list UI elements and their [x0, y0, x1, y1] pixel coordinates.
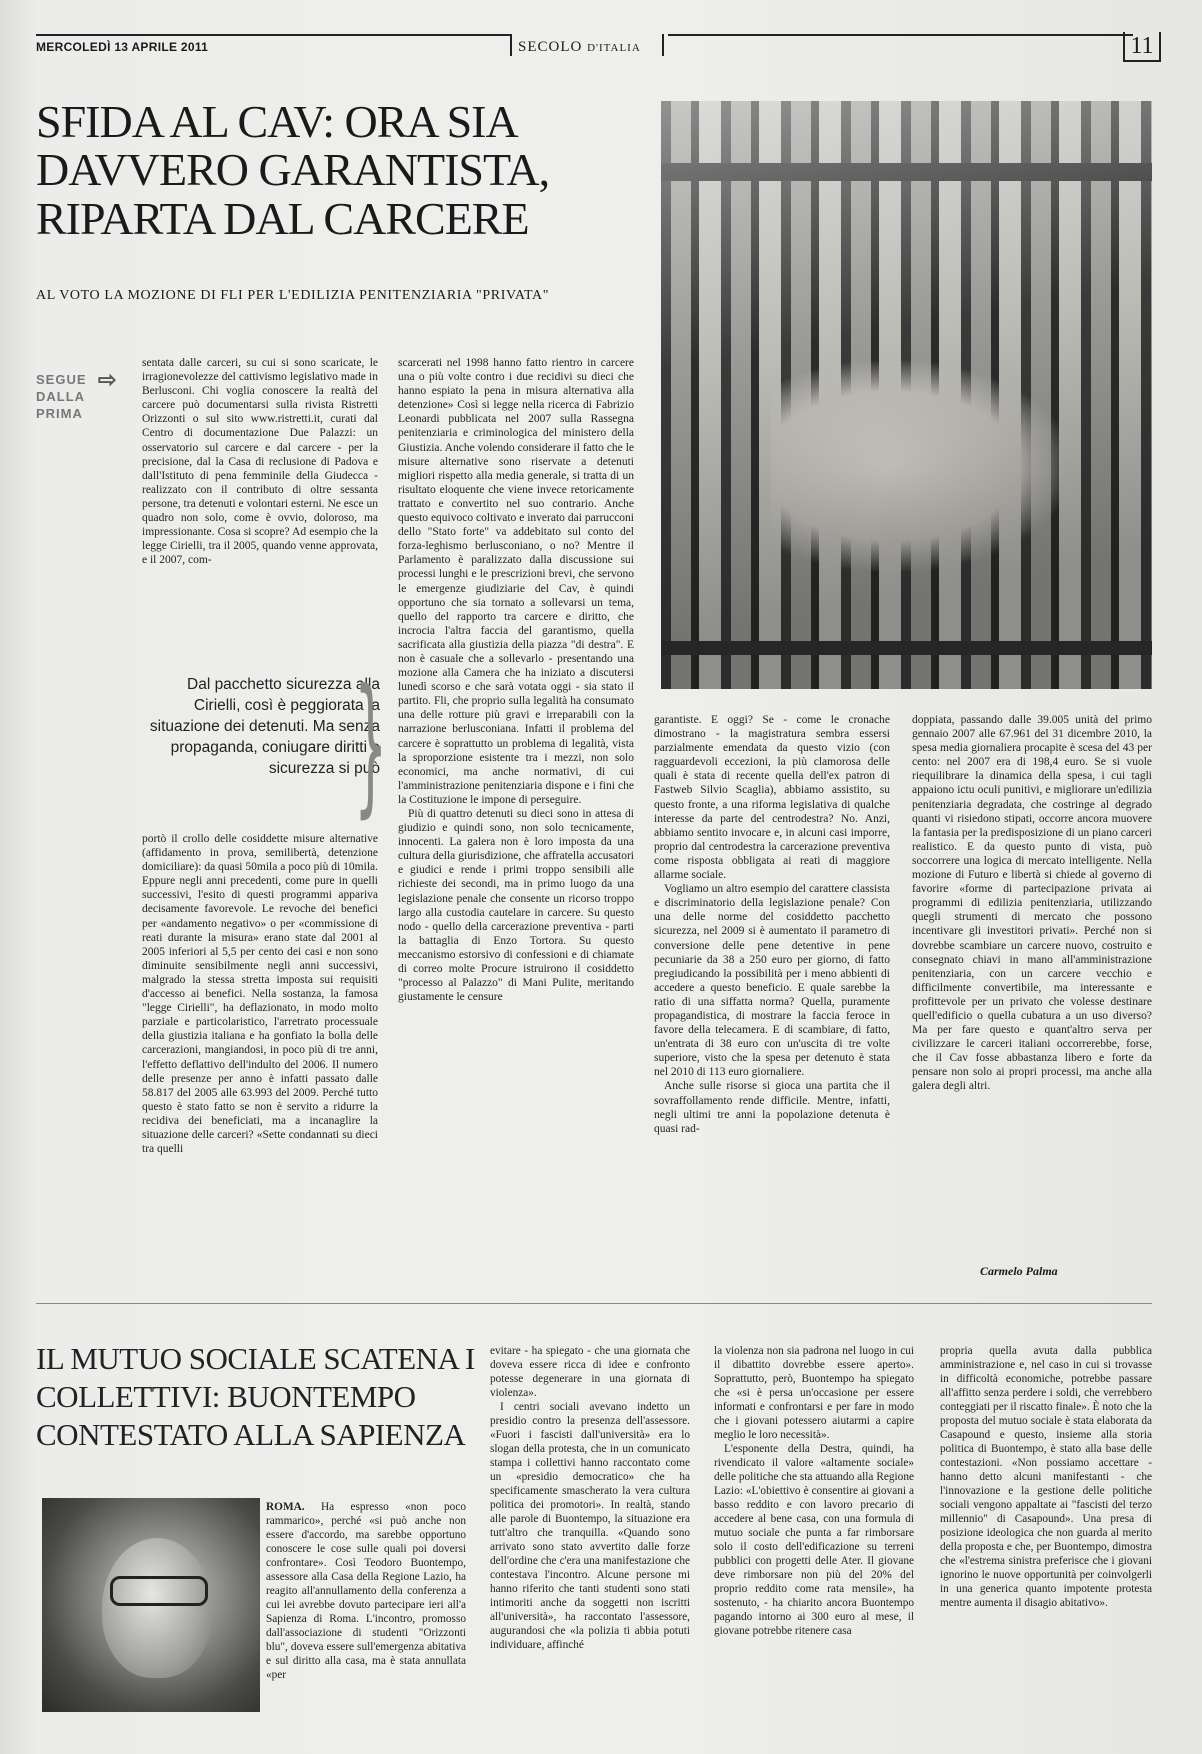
article-column-1a — [142, 356, 378, 638]
article-column-1b — [142, 832, 378, 1282]
pull-quote-text: Dal pacchetto sicurezza alla Cirielli, così è peggiorata la situazione dei detenuti. Ma senza propaganda, coniugare diritti e sicurezza si può — [149, 676, 380, 777]
page-number: 11 — [1123, 32, 1161, 62]
buontempo-portrait-photo — [42, 1498, 260, 1712]
header-divider — [662, 34, 664, 56]
article-separator — [36, 1303, 1152, 1304]
photo-shading — [661, 101, 1152, 689]
newspaper-name: SECOLO D'ITALIA — [518, 39, 641, 55]
article-column-3 — [654, 713, 890, 1283]
paragraph: L'esponente della Destra, quindi, ha rivendicato il valore «altamente sociale» delle politiche che sta attuando alla Regione Lazio: «L'obiettivo è consentire ai giovani a basso reddito e con lavoro precario di accedere al bene casa, con una formula di mutuo sociale che punta a far rimborsare solo il costo dell'edificazione su terreni pubblici con progetti delle Ater. Il giovane deve rimborsare non più del 20% del proprio reddito come rata mensile», ha sostenuto, - ha chiarito ancora Buontempo pagando intorno ai 300 euro al mese, il giovane potrebbe ritenere casa — [714, 1443, 914, 1637]
paragraph: Anche sulle risorse si gioca una partita che il sovraffollamento rende difficile. Mentre, infatti, negli ultimi tre anni la popolazione detenuta è quasi rad- — [654, 1080, 890, 1135]
header-rule-right — [668, 34, 1133, 36]
paragraph: sentata dalle carceri, su cui si sono scaricate, le irragionevolezze del cattivismo legislativo made in Berlusconi. Chi voglia conoscere la realtà del carcere può documentarsi sulla rivista Ristretti Orizzonti o sul sito www.ristretti.it, curati dal Centro di documentazione Due Palazzi: un osservatorio sul carcere e dal carcere - per la precisione, dal la Casa di reclusione di Padova e dall'Istituto di pena femminile della Giudecca - realizzato con il contributo di oltre sessanta persone, tra detenuti e volontari esterni. Ne esce un quadro non solo, come è ovvio, doloroso, ma impressionante. Cosa si scopre? Ad esempio che la legge Cirielli, tra il 2005, quando venne approvata, e il 2007, com- — [142, 357, 378, 567]
portrait-face — [102, 1538, 212, 1678]
header-rule-left — [36, 34, 510, 36]
article2-column-3 — [714, 1344, 914, 1742]
paragraph: evitare - ha spiegato - che una giornata che doveva essere ricca di idee e confronto potesse degenerare in una giornata di violenza». — [490, 1345, 690, 1399]
paragraph — [266, 1500, 466, 1682]
paragraph: la violenza non sia padrona nel luogo in cui il dibattito dovrebbe essere aperto». Soprattutto, però, Buontempo ha spiegato che «si è persa un'occasione per essere informati e confrontarsi e per fare in modo che i giovani potessero aiutarmi a capire meglio le loro necessità». — [714, 1345, 914, 1441]
paragraph: I centri sociali avevano indetto un presidio contro la presenza dell'assessore. «Fuori i fascisti dall'università» era lo slogan della protesta, che in un comunicato stampa i collettivi hanno raccontato come un «presidio democratico» che ha specificamente smascherato la vera cultura politica dei promotori». In realtà, stando alle parole di Buontempo, la situazione era tutt'altro che tranquilla. «Quando sono arrivato sono stato avvertito dalle forze dell'ordine che c'era una manifestazione che contestava l'incontro. Alcune persone mi hanno riferito che tanti studenti sono stati intimoriti anche da soggetti non iscritti all'università», ha raccontato l'assessore, augurandosi che «la polizia ti abbia potuti individuare, affinché — [490, 1401, 690, 1651]
paragraph: Vogliamo un altro esempio del carattere classista e discriminatorio della legislazione penale? Con una delle norme del cosiddetto pacchetto sicurezza, nel 2009 si è aumentato il parametro di conversione delle pene detentive in pene pecuniarie da 38 a 250 euro per giorno, di fatto pregiudicando la possibilità per i meno abbienti di accedere a questo beneficio. E quale sarebbe la ratio di una siffatta norma? Quella, puramente propagandistica, di mostrare la faccia feroce in favore della telecamera. E di scambiare, di fatto, un'entrata di 38 euro con un'uscita di tre volte superiore, visto che la spesa per detenuto è stata nel 2010 di 113 euro giornaliere. — [654, 883, 890, 1079]
issue-date: MERCOLEDÌ 13 APRILE 2011 — [36, 40, 209, 54]
paragraph: propria quella avuta dalla pubblica amministrazione e, nel caso in cui si trovasse in difficoltà economiche, potrebbe passare all'affitto senza perdere i soldi, che verrebbero conteggiati per il riscatto finale». È noto che la proposta del mutuo sociale è stata elaborata da Casapound e questo, insieme alla storia politica di Buontempo, è stato alla base delle contestazioni. «Non possiamo accettare - hanno detto alcuni manifestanti - che l'innovazione e la gestione delle politiche sociali vengono appaltate ai "fascisti del terzo millennio" di Casapound». Una presa di posizione ideologica che non guarda al merito della proposta e che, per Buontempo, dimostra che «l'estrema sinistra preferisce che i giovani ignorino le nuove opportunità per coinvolgerli in una generica quanto impotente protesta mentre aumenta il disagio abitativo». — [940, 1345, 1152, 1609]
paragraph-text: Ha espresso «non poco rammarico», perché «si può anche non essere d'accordo, ma sarebbe opportuno conoscere le cose sulle quali poi doversi confrontare». Così Teodoro Buontempo, assessore alla Casa della Regione Lazio, ha reagito all'annullamento della conferenza a cui lei avrebbe dovuto partecipare ieri all'a Sapienza di Roma. L'incontro, promosso dall'associazione di studenti "Orizzonti blu", doveva essere sull'emergenza abitativa e sul diritto alla casa, ma è stata annullata «per — [266, 1501, 466, 1681]
paragraph: doppiata, passando dalle 39.005 unità del primo gennaio 2007 alle 67.961 del 31 dicembre 2010, la spesa media giornaliera procapite è scesa del 43 per cento: nel 2007 era di 198,4 euro. Se si vuole riequilibrare la dinamica della spesa, i cui tagli appaiono ictu oculi punitivi, e migliorare un'edilizia penitenziaria degradata, che costringe al degrado quanti vi risiedono stipati, occorre ancora muovere la fantasia per la predisposizione di un piano carceri realistico. E da questo punto di vista, può soccorrere una logica di mercato intelligente. Nella mozione di Futuro e libertà si chiede al governo di favorire «forme di partecipazione privata ai programmi di edilizia penitenziaria, utilizzando quegli strumenti di mercato che possono incentivare gli investitori privati». Perché non si dovrebbe scambiare un carcere nuovo, costruito e consegnato chiavi in mano all'amministrazione penitenziaria, con un carcere vecchio e difficilmente convertibile, ma interessante e profittevole per un privato che volesse destinare quell'edificio o quella cubatura a un uso diverso? Ma per fare questo e quant'altro serva per civilizzare le carceri italiani occorrerebbe, forse, che il Cav fosse abbastanza libero e forte da pensare non solo ai propri processi, ma anche alla galera degli altri. — [912, 714, 1152, 1093]
article-column-2 — [398, 356, 634, 1281]
article2-column-1 — [266, 1500, 466, 1740]
page-header — [36, 34, 1161, 62]
continued-from-front-label — [36, 367, 118, 423]
paragraph: scarcerati nel 1998 hanno fatto rientro in carcere una o più volte contro i due recidivi su dieci che hanno espiato la pena in misura alternativa alla detenzione» Così si legge nella ricerca di Fabrizio Leonardi pubblicata nel 2007 sulla Rassegna penitenziaria e criminologica del ministero della Giustizia. Anche volendo considerare il fatto che le misure alternative sono riservate a detenuti migliori rispetto alla media generale, si tratta di un risultato eloquente che viene invece retoricamente trattato e convertito nel suo contrario. Anche questo equivoco coltivato e inverato dai parrucconi dello "Stato forte" va addebitato sul conto del forza-leghismo berlusconiano, o no? Mentre il Parlamento è paralizzato dalla discussione sui processi lunghi e le prescrizioni brevi, che servono le emergenze giudiziarie del Cav, è quindi opportuno che sia tornato a sollevarsi un tema, quello del rapporto tra carcere e diritto, che incrocia l'altra faccia del garantismo, quella sacrificata alla giustizia della piazza "di destra". E non è casuale che a sollevarlo - presentando una mozione alla Camera che ha iniziato a discutersi lunedì scorso e che sarà votata oggi - sia stato il partito. Fli, che proprio sulla legalità ha consumato una delle rotture più gravi e irreparabili con la narrazione berlusconiana. Infatti il problema del carcere è soprattutto un problema di legalità, vista la sproporzione esistente tra i mezzi, non solo economici, ma anche normativi, di cui l'amministrazione penitenziaria dispone e i fini che la Costituzione le impone di perseguire. — [398, 357, 634, 806]
header-divider — [510, 34, 512, 56]
article2-column-4 — [940, 1344, 1152, 1742]
prison-bars-photo — [661, 101, 1152, 689]
segue-text: SEGUE DALLA PRIMA — [36, 372, 87, 421]
pull-quote — [140, 658, 387, 832]
article-subheadline: AL VOTO LA MOZIONE DI FLI PER L'EDILIZIA PENITENZIARIA "PRIVATA" — [36, 288, 550, 303]
dateline: ROMA. — [266, 1501, 305, 1513]
article2-column-2 — [490, 1344, 690, 1742]
paragraph: Più di quattro detenuti su dieci sono in attesa di giudizio e quindi sono, non solo tecnicamente, innocenti. La galera non è loro imposta da una cultura della giurisdizione, che affratella accusatori e giudici e rende i primi troppo sensibili alle richieste dei secondi, ma in primo luogo da una legislazione penale che consente un ricorso troppo largo alla custodia cautelare in carcere. Su questo nodo - quello della carcerazione preventiva - parti la battaglia di Enzo Tortora. Su questo meccanismo estorsivo di confessioni e di chiamate di correo molte Procure istruirono il cosiddetto "processo al Palazzo" di Mani Pulite, meritando giustamente le censure — [398, 808, 634, 1004]
paragraph: portò il crollo delle cosiddette misure alternative (affidamento in prova, semilibertà, detenzione domiciliare): da quasi 50mila a poco più di 10mila. Eppure negli anni precedenti, come pure in quelli successivi, l'esito di questi programmi appariva decisamente favorevole. Le revoche dei benefici per «andamento negativo» o per «commissione di reati durante la misura» erano state dal 2001 al 2005 inferiori al 5,5 per cento dei casi e non sono diminuite sensibilmente negli anni successivi, malgrado la stessa stretta imposta sui requisiti d'accesso ai benefici. Nella sostanza, la famosa "legge Cirielli", ha deflazionato, in modo molto parziale e particolaristico, l'arretrato processuale della giustizia italiana e ha gonfiato la bolla delle carcerazioni, mangiandosi, in poco più di tre anni, l'effetto deflattivo dell'indulto del 2006. Il numero delle presenze per anno è infatti passato dalle 58.817 del 2005 alle 63.993 del 2009. Perché tutto questo è stato fatto se non è servito a ridurre la recidiva dei beneficiati, ma a incanaglire la situazione delle carceri? «Sette condannati su dieci tra quelli — [142, 833, 378, 1156]
arrow-right-icon: ⇨ — [98, 367, 118, 392]
brace-icon: } — [353, 658, 387, 832]
author-byline: Carmelo Palma — [980, 1264, 1058, 1278]
article2-headline: IL MUTUO SOCIALE SCATENA I COLLETTIVI: BUONTEMPO CONTESTATO ALLA SAPIENZA — [36, 1341, 475, 1452]
article-headline: SFIDA AL CAV: ORA SIA DAVVERO GARANTISTA, RIPARTA DAL CARCERE — [36, 96, 550, 244]
paragraph: garantiste. E oggi? Se - come le cronache dimostrano - la magistratura sembra essersi parzialmente emendata da questo vizio (con ragguardevoli eccezioni, la più clamorosa delle quali è stata di recente quella dell'ex patron di Fastweb Silvio Scaglia), abbiamo assistito, su questo fronte, a una riforma legislativa di qualche interesse da parte del centrodestra? No. Anzi, abbiamo sentito invocare e, in alcuni casi imporre, proprio dal centrodestra la carcerazione preventiva come risposta obbligata ai reati di maggiore allarme sociale. — [654, 714, 890, 882]
portrait-glasses — [110, 1576, 208, 1606]
article-column-4 — [912, 713, 1152, 1261]
